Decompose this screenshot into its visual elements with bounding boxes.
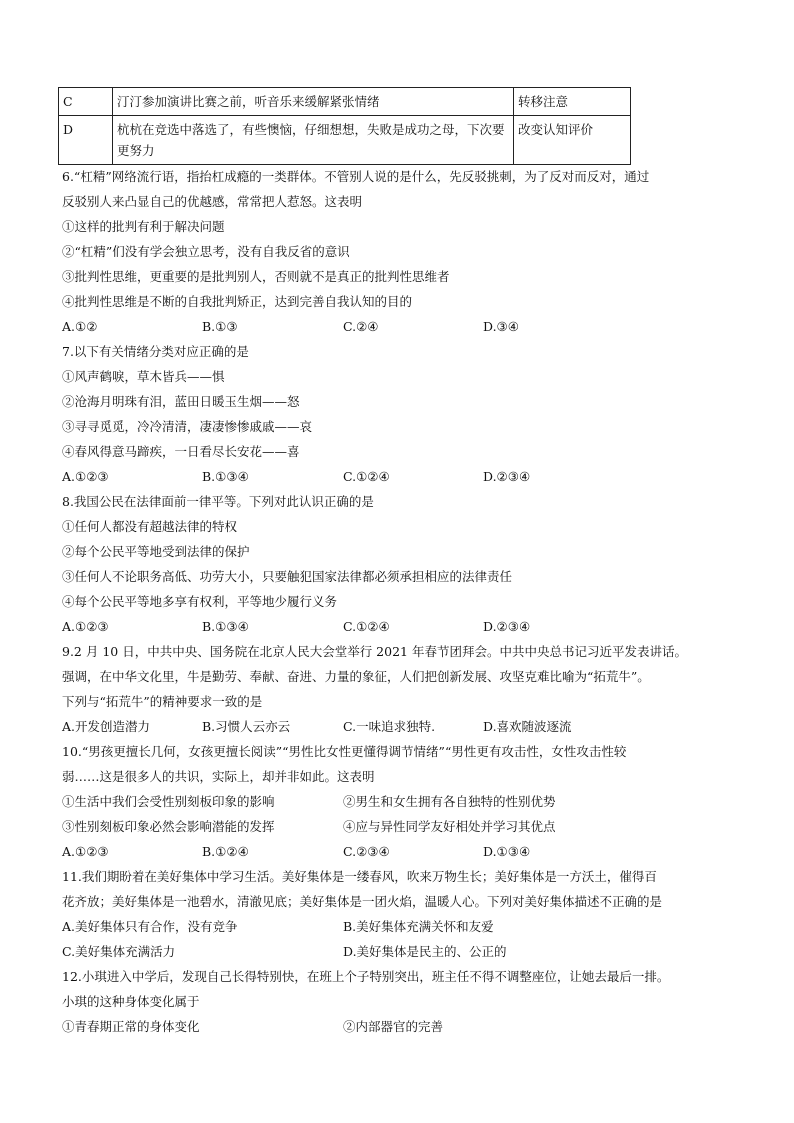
q8-options xyxy=(62,614,752,639)
q7-option-d[interactable]: D.②③④ xyxy=(483,469,531,484)
table-cell-letter: C xyxy=(59,88,113,116)
q9-stem-line1: 9.2 月 10 日，中共中央、国务院在北京人民大会堂举行 2021 年春节团拜会。中共中央总书记习近平发表讲话。 xyxy=(62,644,687,659)
q10-option-d[interactable]: D.①③④ xyxy=(483,844,531,859)
q12-stem-line2: 小琪的这种身体变化属于 xyxy=(62,994,200,1009)
q12-item-1: ①青春期正常的身体变化 xyxy=(62,1019,200,1034)
q9-option-c[interactable]: C.一味追求独特. xyxy=(343,719,436,734)
table-cell-letter: D xyxy=(59,116,113,165)
q7-item-3: ③寻寻觅觅，冷冷清清，凄凄惨惨戚戚——哀 xyxy=(62,419,313,434)
q10-item-4: ④应与异性同学友好相处并学习其优点 xyxy=(343,819,556,834)
q10-options xyxy=(62,839,752,864)
q9-stem-line2: 强调，在中华文化里，牛是勤劳、奉献、奋进、力量的象征，人们把创新发展、攻坚克难比喻为“拓荒牛”。 xyxy=(62,669,650,684)
q10-item-3: ③性别刻板印象必然会影响潜能的发挥 xyxy=(62,819,275,834)
q11-options-row1 xyxy=(62,914,752,939)
q8-item-3: ③任何人不论职务高低、功劳大小，只要触犯国家法律都必须承担相应的法律责任 xyxy=(62,569,513,584)
q6-item-1: ①这样的批判有利于解决问题 xyxy=(62,219,225,234)
table-row xyxy=(59,88,631,116)
q7-option-b[interactable]: B.①③④ xyxy=(202,469,249,484)
q9-options xyxy=(62,714,752,739)
q7-option-a[interactable]: A.①②③ xyxy=(62,469,109,484)
q7-option-c[interactable]: C.①②④ xyxy=(343,469,390,484)
q6-item-3: ③批判性思维，更重要的是批判别人，否则就不是真正的批判性思维者 xyxy=(62,269,450,284)
q7-item-4: ④春风得意马蹄疾，一日看尽长安花——喜 xyxy=(62,444,300,459)
table-cell-method: 改变认知评价 xyxy=(514,116,631,165)
q9-stem-line3: 下列与“拓荒牛”的精神要求一致的是 xyxy=(62,694,263,709)
q8-stem: 8.我国公民在法律面前一律平等。下列对此认识正确的是 xyxy=(62,494,374,509)
table-cell-text: 杭杭在竞选中落选了，有些懊恼，仔细想想，失败是成功之母，下次要更努力 xyxy=(113,116,514,165)
q6-stem-line1: 6.“杠精”网络流行语，指抬杠成瘾的一类群体。不管别人说的是什么，先反驳挑刺，为了反对而反对，通过 xyxy=(62,169,650,184)
q12-item-2: ②内部器官的完善 xyxy=(343,1019,444,1034)
q12-stem-line1: 12.小琪进入中学后，发现自己长得特别快，在班上个子特别突出，班主任不得不调整座位，让她去最后一排。 xyxy=(62,969,670,984)
q10-option-a[interactable]: A.①②③ xyxy=(62,844,109,859)
q6-item-4: ④批判性思维是不断的自我批判矫正，达到完善自我认知的目的 xyxy=(62,294,413,309)
q11-option-c[interactable]: C.美好集体充满活力 xyxy=(62,944,176,959)
q6-option-a[interactable]: A.①② xyxy=(62,319,98,334)
q7-item-2: ②沧海月明珠有泪，蓝田日暖玉生烟——怒 xyxy=(62,394,300,409)
table-row xyxy=(59,116,631,165)
q8-option-a[interactable]: A.①②③ xyxy=(62,619,109,634)
q11-stem-line1: 11.我们期盼着在美好集体中学习生活。美好集体是一缕春风，吹来万物生长；美好集体是一方沃土，催得百 xyxy=(62,869,657,884)
q10-stem-line1: 10.“男孩更擅长几何，女孩更擅长阅读”“男性比女性更懂得调节情绪”“男性更有攻击性，女性攻击性较 xyxy=(62,744,627,759)
q8-option-d[interactable]: D.②③④ xyxy=(483,619,531,634)
q10-items-row1 xyxy=(62,789,752,814)
q10-stem-line2: 弱……这是很多人的共识，实际上，却并非如此。这表明 xyxy=(62,769,375,784)
q10-items-row2 xyxy=(62,814,752,839)
q8-item-2: ②每个公民平等地受到法律的保护 xyxy=(62,544,250,559)
q9-option-d[interactable]: D.喜欢随波逐流 xyxy=(483,719,572,734)
q10-item-1: ①生活中我们会受性别刻板印象的影响 xyxy=(62,794,275,809)
q12-items-row1 xyxy=(62,1014,752,1039)
q6-item-2: ②“杠精”们没有学会独立思考，没有自我反省的意识 xyxy=(62,244,350,259)
q6-options xyxy=(62,314,752,339)
q6-stem-line2: 反驳别人来凸显自己的优越感，常常把人惹怒。这表明 xyxy=(62,194,363,209)
q7-item-1: ①风声鹤唳，草木皆兵——惧 xyxy=(62,369,225,384)
options-table xyxy=(58,87,631,165)
table-cell-text: 汀汀参加演讲比赛之前，听音乐来缓解紧张情绪 xyxy=(113,88,514,116)
q6-option-b[interactable]: B.①③ xyxy=(202,319,238,334)
q11-option-a[interactable]: A.美好集体只有合作，没有竞争 xyxy=(62,919,238,934)
q10-option-c[interactable]: C.②③④ xyxy=(343,844,390,859)
q7-stem: 7.以下有关情绪分类对应正确的是 xyxy=(62,344,249,359)
q11-stem-line2: 花齐放；美好集体是一池碧水，清澈见底；美好集体是一团火焰，温暖人心。下列对美好集体描述不正确的是 xyxy=(62,894,663,909)
q10-item-2: ②男生和女生拥有各自独特的性别优势 xyxy=(343,794,556,809)
q7-options xyxy=(62,464,752,489)
q9-option-b[interactable]: B.习惯人云亦云 xyxy=(202,719,291,734)
q6-option-d[interactable]: D.③④ xyxy=(483,319,519,334)
table-cell-method: 转移注意 xyxy=(514,88,631,116)
q9-option-a[interactable]: A.开发创造潜力 xyxy=(62,719,151,734)
q8-option-c[interactable]: C.①②④ xyxy=(343,619,390,634)
q8-item-1: ①任何人都没有超越法律的特权 xyxy=(62,519,238,534)
q8-option-b[interactable]: B.①③④ xyxy=(202,619,249,634)
q11-options-row2 xyxy=(62,939,752,964)
q6-option-c[interactable]: C.②④ xyxy=(343,319,379,334)
q8-item-4: ④每个公民平等地多享有权利，平等地少履行义务 xyxy=(62,594,338,609)
q10-option-b[interactable]: B.①②④ xyxy=(202,844,249,859)
q11-option-d[interactable]: D.美好集体是民主的、公正的 xyxy=(343,944,507,959)
q11-option-b[interactable]: B.美好集体充满关怀和友爱 xyxy=(343,919,494,934)
